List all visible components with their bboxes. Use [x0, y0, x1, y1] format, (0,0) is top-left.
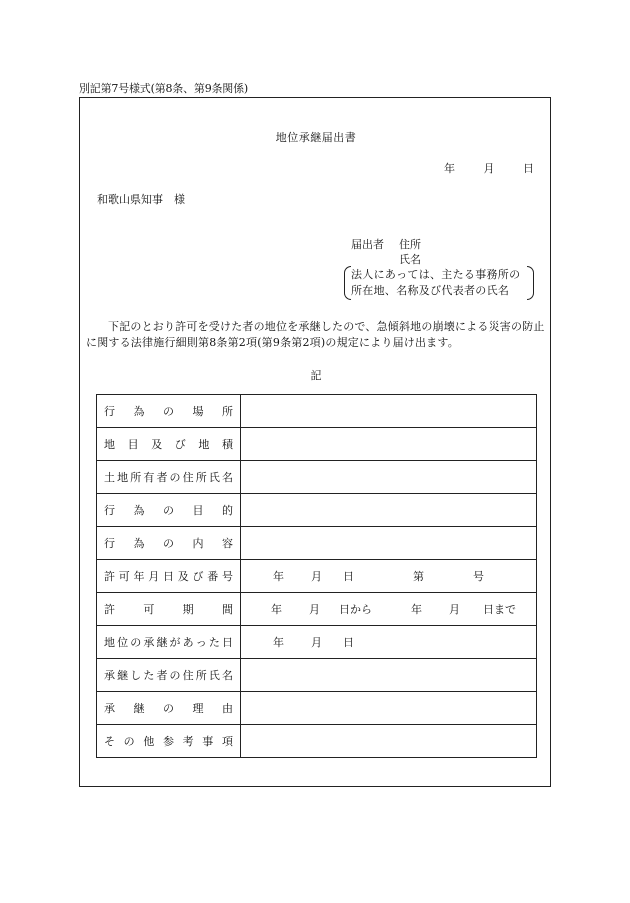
row-value-text: 第 [413, 570, 424, 583]
row-label-char: 及 [151, 438, 163, 451]
row-label-char: の [130, 636, 142, 649]
row-value-text: 月 [449, 603, 460, 616]
table-row [97, 395, 537, 428]
row-label-char: の [163, 504, 174, 517]
row-value-text: 月 [311, 570, 322, 583]
table-row [97, 461, 537, 494]
document-title: 地位承継届出書 [275, 131, 357, 144]
row-label-char: た [208, 636, 220, 649]
row-label-char: 行 [104, 405, 115, 418]
row-label-char: 為 [133, 537, 145, 550]
table-row [97, 527, 537, 560]
row-label-char: し [130, 669, 142, 682]
row-value-text: 日から [339, 603, 372, 616]
row-label-cell [97, 527, 241, 560]
row-value-cell[interactable] [241, 725, 537, 758]
table-row [97, 428, 537, 461]
row-label-char: 期 [182, 603, 194, 616]
row-label-char: 有 [143, 471, 155, 484]
row-label-char: 行 [104, 504, 115, 517]
row-value-cell[interactable] [241, 659, 537, 692]
row-value-text: 日 [343, 570, 354, 583]
row-label-char: 地 [104, 636, 115, 649]
row-label-char: 日 [163, 570, 174, 583]
row-label-char: 継 [117, 669, 129, 682]
table-row [97, 626, 537, 659]
row-label-char: 位 [117, 636, 129, 649]
row-label-char: 的 [222, 504, 233, 517]
row-label-char: 参 [162, 735, 174, 748]
table-row [97, 659, 537, 692]
row-value-text: 年 [273, 570, 284, 583]
document-frame [79, 97, 551, 787]
row-label-char: の [123, 735, 135, 748]
row-label-char: 他 [143, 735, 155, 748]
row-label-char: 及 [177, 570, 189, 583]
row-label-char: 積 [221, 438, 233, 451]
row-label-cell [97, 461, 241, 494]
row-label-char: 許 [104, 570, 115, 583]
row-value-text: 日 [343, 636, 354, 649]
row-value-text: 号 [473, 570, 484, 583]
row-label-char: 承 [143, 636, 155, 649]
row-label-char: び [174, 438, 186, 451]
row-label-char: 地 [198, 438, 210, 451]
row-value-cell[interactable] [241, 692, 537, 725]
row-label-char: っ [195, 636, 207, 649]
row-value-cell[interactable] [241, 560, 537, 593]
row-label-char: 事 [202, 735, 214, 748]
row-label-char: の [163, 405, 174, 418]
row-label-char: が [169, 636, 181, 649]
row-label-char: 号 [222, 570, 233, 583]
applicant-label: 届出者 [351, 238, 384, 251]
row-label-char: 氏 [208, 669, 220, 682]
date-month: 月 [483, 162, 495, 175]
row-label-cell [97, 428, 241, 461]
row-value-text: 年 [271, 603, 282, 616]
row-label-char: 可 [143, 603, 155, 616]
row-label-char: の [163, 537, 174, 550]
row-label-char: あ [182, 636, 194, 649]
row-label-char: 間 [221, 603, 233, 616]
table-row [97, 560, 537, 593]
row-label-char: 月 [148, 570, 160, 583]
applicant-name-label: 氏名 [399, 253, 421, 266]
row-label-char: 住 [182, 471, 194, 484]
left-bracket [344, 266, 351, 300]
date-year: 年 [444, 162, 455, 175]
row-label-char: 継 [156, 636, 168, 649]
row-label-cell [97, 560, 241, 593]
row-label-char: 年 [133, 570, 145, 583]
row-label-cell [97, 725, 241, 758]
row-label-char: そ [104, 735, 115, 748]
right-bracket [527, 266, 534, 300]
row-label-char: 場 [192, 405, 204, 418]
row-label-cell [97, 494, 241, 527]
row-label-char: 名 [221, 471, 233, 484]
row-label-char: 土 [104, 471, 115, 484]
row-label-char: 所 [222, 405, 233, 418]
row-label-char: た [143, 669, 155, 682]
row-label-char: 由 [222, 702, 233, 715]
row-value-cell[interactable] [241, 626, 537, 659]
row-label-char: 目 [192, 504, 204, 517]
row-label-char: 地 [104, 438, 115, 451]
row-label-char: 所 [195, 669, 207, 682]
row-label-char: 容 [222, 537, 233, 550]
row-label-char: び [192, 570, 204, 583]
corporate-note-bracket [344, 266, 534, 300]
row-value-cell[interactable] [241, 395, 537, 428]
form-number-label: 別記第7号様式(第8条、第9条関係) [79, 82, 248, 95]
table-row [97, 725, 537, 758]
row-label-char: の [163, 702, 174, 715]
row-label-cell [97, 395, 241, 428]
row-value-text: 年 [273, 636, 284, 649]
corporate-note-line2: 所在地、名称及び代表者の氏名 [351, 284, 510, 297]
table-row [97, 494, 537, 527]
row-label-char: 氏 [208, 471, 220, 484]
details-table [96, 394, 537, 758]
row-label-char: 者 [156, 669, 168, 682]
row-label-char: 番 [207, 570, 219, 583]
row-label-char: 住 [182, 669, 194, 682]
applicant-address-label: 住所 [399, 238, 421, 251]
applicant-block [351, 237, 421, 267]
row-label-char: 所 [130, 471, 142, 484]
corporate-note-line1: 法人にあっては、主たる事務所の [351, 268, 521, 281]
row-label-char: 名 [221, 669, 233, 682]
row-label-cell [97, 692, 241, 725]
row-label-char: 行 [104, 537, 115, 550]
row-value-text: 日まで [483, 603, 516, 616]
row-label-char: 為 [133, 504, 145, 517]
row-label-char: 者 [156, 471, 168, 484]
row-value-cell[interactable] [241, 428, 537, 461]
body-paragraph: 下記のとおり許可を受けた者の地位を承継したので、急傾斜地の崩壊による災害の防止に関する法律施行細則第8条第2項(第9条第2項)の規定により届け出ます。 [86, 320, 545, 349]
row-value-text: 月 [311, 636, 322, 649]
date-line [444, 160, 534, 176]
table-row [97, 593, 537, 626]
row-label-char: 許 [104, 603, 115, 616]
row-value-text: 月 [309, 603, 320, 616]
row-label-char: 日 [221, 636, 233, 649]
row-value-cell[interactable] [241, 527, 537, 560]
row-value-cell[interactable] [241, 593, 537, 626]
row-label-char: の [169, 669, 181, 682]
row-label-char: の [169, 471, 181, 484]
row-label-cell [97, 659, 241, 692]
row-label-char: 為 [133, 405, 145, 418]
row-label-char: 可 [118, 570, 130, 583]
ki-heading: 記 [310, 369, 322, 382]
row-label-char: 地 [117, 471, 129, 484]
row-label-char: 承 [104, 669, 115, 682]
row-label-char: 所 [195, 471, 207, 484]
row-label-char: 理 [192, 702, 204, 715]
row-value-text: 年 [411, 603, 422, 616]
row-label-char: 内 [192, 537, 204, 550]
table-row [97, 692, 537, 725]
row-label-char: 項 [221, 735, 233, 748]
row-label-char: 目 [127, 438, 139, 451]
row-label-char: 継 [133, 702, 145, 715]
row-label-cell [97, 626, 241, 659]
row-label-cell [97, 593, 241, 626]
row-label-char: 承 [104, 702, 115, 715]
row-value-cell[interactable] [241, 494, 537, 527]
date-day: 日 [523, 162, 534, 175]
addressee: 和歌山県知事 様 [97, 193, 185, 206]
row-value-cell[interactable] [241, 461, 537, 494]
row-label-char: 考 [182, 735, 194, 748]
